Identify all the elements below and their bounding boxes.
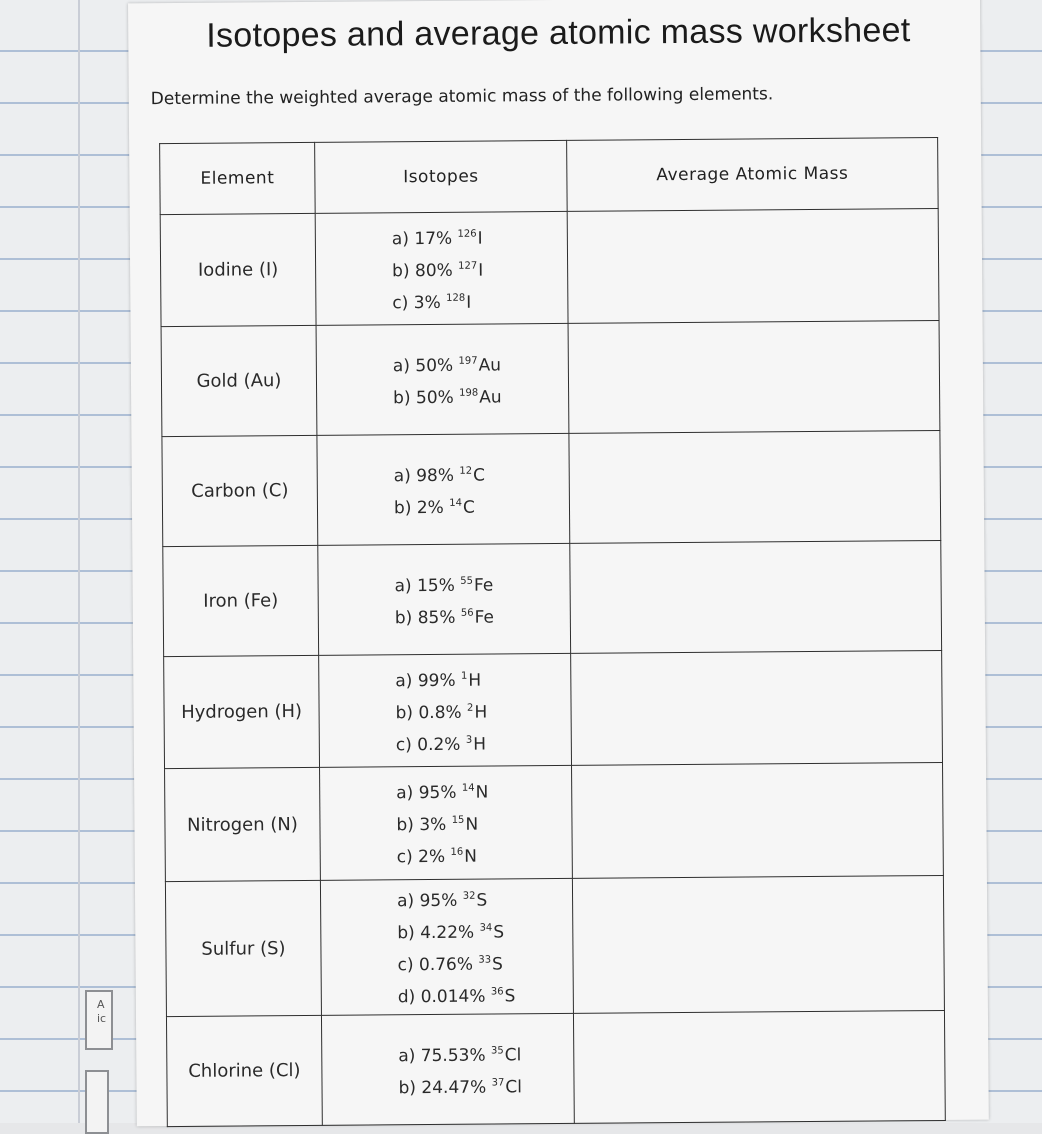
average-atomic-mass-answer-cell[interactable] (570, 540, 942, 653)
isotope-symbol: Cl (505, 1076, 523, 1097)
isotope-symbol: Au (478, 354, 502, 376)
isotope-mass-number: 14 (449, 497, 462, 509)
element-name-cell: Chlorine (Cl) (166, 1015, 322, 1126)
isotope-label: a) (394, 575, 412, 596)
isotope-label: a) (391, 228, 410, 249)
average-atomic-mass-answer-cell[interactable] (571, 650, 943, 765)
isotope-list-cell (320, 878, 573, 1015)
isotope-mass-number: 36 (490, 986, 504, 998)
table-row (160, 208, 939, 326)
isotope-item (395, 661, 569, 694)
isotope-symbol: S (476, 890, 488, 911)
isotope-item (398, 978, 572, 1011)
isotope-item (397, 946, 571, 979)
isotope-mass-number: 12 (459, 465, 473, 477)
isotope-item (397, 914, 571, 947)
isotope-mass-number: 34 (479, 922, 493, 934)
isotope-item (396, 774, 570, 807)
isotope-label: c) (396, 847, 413, 868)
isotope-symbol: N (465, 814, 479, 835)
isotope-list-cell (320, 765, 573, 880)
header-isotopes: Isotopes (315, 140, 568, 213)
isotope-mass-number: 128 (446, 292, 466, 304)
element-name-cell: Carbon (C) (162, 435, 318, 546)
isotope-label: c) (392, 292, 409, 313)
isotope-mass-number: 127 (458, 260, 478, 272)
isotope-mass-number: 14 (461, 782, 475, 794)
margin-bracket (85, 1070, 109, 1134)
worksheet-instructions: Determine the weighted average atomic mass of the following elements. (150, 84, 774, 110)
isotope-label: a) (398, 1045, 416, 1066)
margin-note-letter-a: A (97, 998, 105, 1011)
average-atomic-mass-answer-cell[interactable] (572, 762, 944, 878)
isotope-percent: 0.8% (418, 702, 462, 723)
isotope-item (398, 1036, 572, 1069)
isotope-percent: 17% (414, 228, 453, 249)
isotope-table (159, 137, 946, 1127)
isotope-mass-number: 2 (466, 702, 474, 714)
element-name-cell: Nitrogen (N) (165, 767, 321, 881)
isotope-symbol: S (493, 922, 505, 943)
isotope-mass-number: 32 (462, 890, 476, 902)
header-element: Element (160, 142, 316, 214)
average-atomic-mass-answer-cell[interactable] (572, 875, 944, 1013)
table-row (165, 875, 944, 1016)
isotope-symbol: Fe (473, 574, 494, 596)
isotope-mass-number: 3 (465, 734, 473, 746)
isotope-percent: 3% (419, 814, 447, 836)
isotope-label: c) (397, 955, 414, 976)
isotope-mass-number: 56 (460, 607, 474, 619)
isotope-label: b) (393, 387, 411, 408)
isotope-percent: 4.22% (420, 922, 475, 944)
isotope-symbol: N (475, 782, 489, 803)
isotope-item (395, 693, 569, 726)
isotope-symbol: S (504, 986, 516, 1007)
isotope-item (394, 566, 568, 599)
header-average-atomic-mass: Average Atomic Mass (567, 137, 939, 211)
isotope-item (393, 378, 567, 411)
average-atomic-mass-answer-cell[interactable] (573, 1010, 945, 1123)
isotope-label: a) (392, 355, 411, 376)
isotope-mass-number: 55 (460, 575, 474, 587)
isotope-percent: 50% (415, 387, 454, 408)
isotope-item (393, 346, 567, 379)
isotope-label: c) (395, 734, 412, 755)
isotope-percent: 2% (416, 497, 444, 518)
isotope-label: b) (398, 1077, 417, 1098)
isotope-label: b) (397, 923, 415, 944)
isotope-percent: 2% (418, 846, 446, 868)
isotope-symbol: H (468, 670, 482, 691)
isotope-item (394, 488, 568, 521)
isotope-mass-number: 15 (451, 814, 465, 826)
isotope-symbol: I (477, 228, 483, 249)
isotope-item (396, 806, 570, 839)
isotope-percent: 80% (414, 260, 453, 281)
margin-note-letter-ic: ic (97, 1012, 107, 1025)
isotope-item (396, 725, 570, 758)
isotope-percent: 15% (416, 575, 455, 596)
isotope-symbol: N (464, 846, 478, 867)
isotope-list-cell (316, 323, 569, 435)
isotope-percent: 50% (415, 355, 454, 376)
isotope-symbol: Au (479, 386, 502, 408)
isotope-percent: 0.2% (417, 734, 461, 755)
isotope-symbol: C (462, 497, 475, 518)
table-row (161, 320, 940, 436)
element-name-cell: Sulfur (S) (165, 880, 321, 1016)
isotope-item (394, 456, 568, 489)
table-row (166, 1010, 945, 1126)
isotope-percent: 85% (417, 607, 456, 628)
worksheet-title: Isotopes and average atomic mass worksheet (206, 11, 911, 55)
table-header-row (160, 137, 939, 214)
worksheet-page (128, 0, 989, 1126)
table-row (163, 540, 942, 656)
isotope-label: b) (393, 497, 412, 518)
isotope-mass-number: 35 (490, 1044, 504, 1057)
isotope-item (392, 219, 566, 252)
isotope-symbol: S (492, 954, 503, 975)
notebook-margin-rule (78, 0, 80, 1123)
isotope-symbol: Fe (474, 606, 495, 628)
isotope-symbol: Cl (504, 1044, 522, 1065)
isotope-label: a) (395, 670, 413, 691)
isotope-item (397, 838, 571, 871)
isotope-symbol: H (474, 702, 488, 723)
isotope-mass-number: 1 (460, 670, 468, 682)
isotope-percent: 95% (419, 890, 458, 912)
element-name-cell: Gold (Au) (161, 325, 317, 436)
isotope-percent: 0.014% (420, 986, 486, 1008)
isotope-percent: 24.47% (421, 1077, 487, 1098)
isotope-symbol: I (466, 292, 472, 313)
isotope-item (395, 598, 569, 631)
table-row (165, 762, 944, 881)
isotope-symbol: C (473, 465, 486, 486)
isotope-item (398, 1068, 572, 1101)
isotope-percent: 75.53% (420, 1045, 486, 1066)
isotope-percent: 98% (416, 465, 455, 486)
isotope-label: d) (397, 987, 416, 1008)
isotope-list-cell (321, 1013, 574, 1125)
element-name-cell: Iron (Fe) (163, 545, 319, 656)
isotope-label: b) (396, 815, 414, 836)
isotope-label: a) (396, 783, 414, 804)
average-atomic-mass-answer-cell[interactable] (568, 320, 940, 433)
isotope-list-cell (317, 433, 570, 545)
isotope-mass-number: 126 (457, 228, 477, 240)
isotope-mass-number: 33 (478, 954, 492, 966)
isotope-percent: 3% (413, 292, 441, 313)
isotope-symbol: I (478, 260, 484, 281)
isotope-list-cell (319, 653, 572, 767)
isotope-mass-number: 16 (450, 846, 464, 858)
table-row (162, 430, 941, 546)
isotope-symbol: H (473, 734, 487, 755)
isotope-label: a) (393, 465, 411, 486)
isotope-item (392, 283, 566, 316)
isotope-label: b) (392, 260, 410, 281)
table-row (164, 650, 943, 768)
average-atomic-mass-answer-cell[interactable] (567, 208, 939, 323)
isotope-label: b) (394, 607, 413, 628)
element-name-cell: Hydrogen (H) (164, 655, 320, 768)
isotope-label: a) (396, 891, 415, 912)
isotope-list-cell (315, 211, 568, 325)
isotope-percent: 0.76% (418, 954, 474, 976)
isotope-item (392, 251, 566, 284)
element-name-cell: Iodine (I) (160, 213, 316, 326)
isotope-percent: 99% (417, 670, 456, 691)
isotope-mass-number: 197 (458, 355, 478, 367)
isotope-percent: 95% (418, 782, 457, 804)
margin-note-box (85, 990, 113, 1050)
isotope-label: b) (395, 702, 414, 723)
isotope-mass-number: 198 (459, 387, 479, 399)
isotope-list-cell (318, 543, 571, 655)
isotope-mass-number: 37 (491, 1076, 505, 1089)
average-atomic-mass-answer-cell[interactable] (569, 430, 941, 543)
isotope-item (397, 882, 571, 915)
